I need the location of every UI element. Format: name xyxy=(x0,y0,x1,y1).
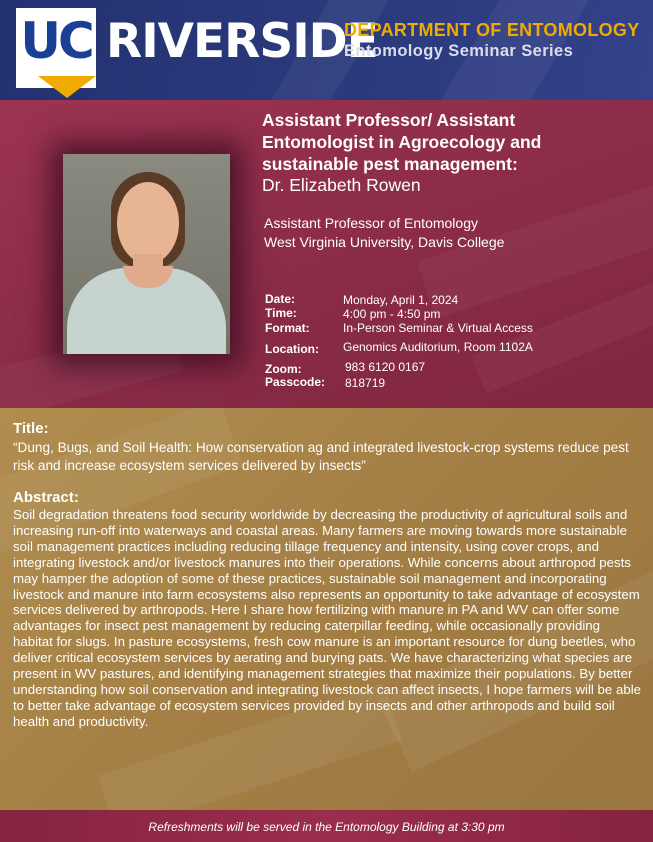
location-value: Genomics Auditorium, Room 1102A xyxy=(343,340,533,354)
date-value: Monday, April 1, 2024 xyxy=(343,293,459,307)
department-name: DEPARTMENT OF ENTOMOLOGY xyxy=(344,20,640,40)
logo-gold-chevron xyxy=(38,76,96,98)
abstract-text: Soil degradation threatens food security worldwide by decreasing the productivity of agricultural soils and increasing run-off into waterways and coastal areas. Many farmers are moving towards more sustainable soil management practices including reducing tillage frequency and intensity, using cover crops, and integrating livestock and/or livestock manures into their operations. While concerns about arthropod pests may hamper the adoption of some of these practices, sustainable soil management and incorporating livestock and manure into farm ecosystems also represents an opportunity to take advantage of ecosystem services delivered by arthropods. Here I share how fertilizing with manure in PA and WV can offer some advantages for insect pest management by reducing caterpillar feeding, while occasionally providing habitat for slugs. In pasture ecosystems, fresh cow manure is an important resource for dung beetles, who deliver critical ecosystem services by aerating and burying pats. We have characterizing what species are present in WV pastures, and identifying management strategies that maximize their populations. By better understanding how soil conservation and integrating livestock can affect insects, I hope farmers will be able to better take advantage of ecosystem services provided by insects and other arthropods and build soil health and productivity. xyxy=(13,507,642,729)
footer-banner xyxy=(0,810,653,842)
speaker-photo xyxy=(63,154,230,354)
location-label: Location: xyxy=(265,342,319,356)
uc-logo-text: UC xyxy=(20,12,92,70)
time-value: 4:00 pm - 4:50 pm xyxy=(343,307,441,321)
refreshments-note: Refreshments will be served in the Entomology Building at 3:30 pm xyxy=(148,820,505,834)
riverside-logo-text: RIVERSIDE xyxy=(106,14,378,69)
time-label: Time: xyxy=(265,306,297,320)
format-value: In-Person Seminar & Virtual Access xyxy=(343,321,533,335)
speaker-name: Dr. Elizabeth Rowen xyxy=(262,175,421,195)
format-label: Format: xyxy=(265,321,310,335)
abstract-heading: Abstract: xyxy=(13,489,79,506)
passcode-label: Passcode: xyxy=(265,375,326,389)
zoom-meeting-id: 983 6120 0167 xyxy=(345,360,426,374)
speaker-role: Assistant Professor/ Assistant Entomologist in Agroecology and sustainable pest management: xyxy=(262,110,542,174)
seminar-series-name: Entomology Seminar Series xyxy=(344,42,574,60)
speaker-institution: West Virginia University, Davis College xyxy=(264,234,505,250)
zoom-label: Zoom: xyxy=(265,362,302,376)
header-banner xyxy=(0,0,653,100)
talk-title: “Dung, Bugs, and Soil Health: How conservation ag and integrated livestock-crop systems reduce pest risk and increase ecosystem services delivered by insects” xyxy=(13,440,629,473)
date-label: Date: xyxy=(265,292,296,306)
title-heading: Title: xyxy=(13,420,49,437)
passcode-value: 818719 xyxy=(345,376,386,390)
speaker-position: Assistant Professor of Entomology xyxy=(264,215,478,231)
